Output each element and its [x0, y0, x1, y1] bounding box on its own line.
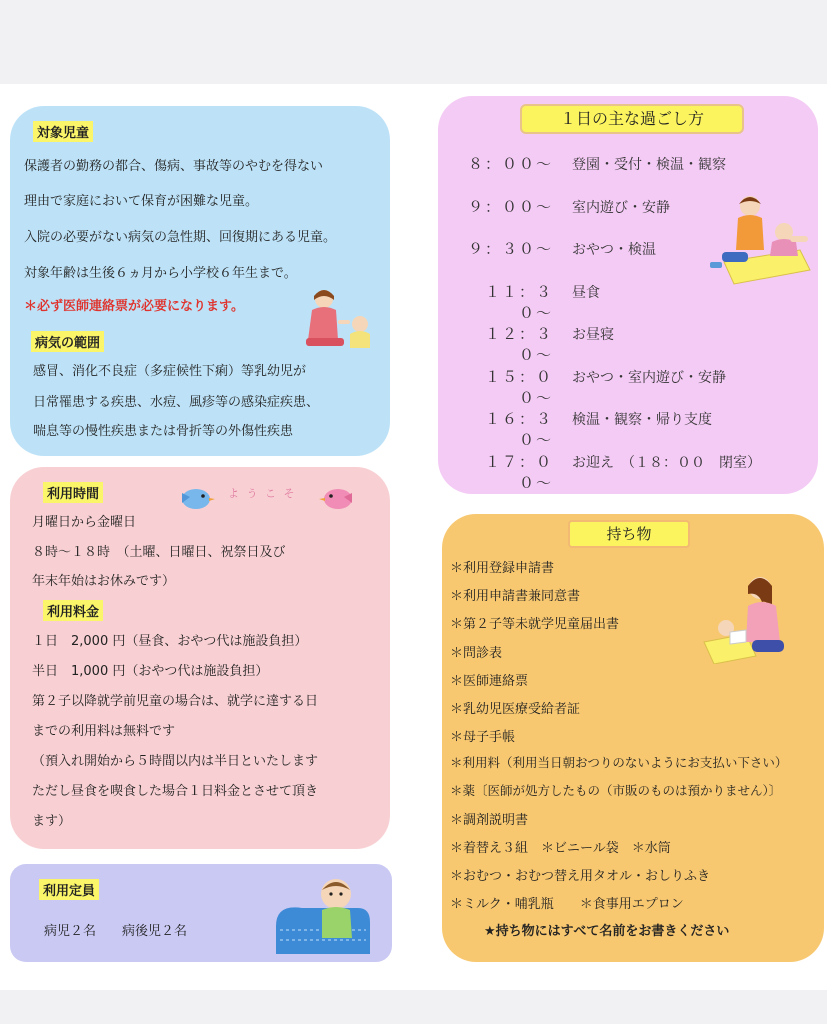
belongings-item: ＊医師連絡票 — [450, 674, 529, 689]
top-margin-band — [0, 0, 827, 84]
pink-bird-icon — [318, 483, 358, 511]
schedule-activity: お昼寝 — [572, 327, 614, 343]
target-line: 対象年齢は生後６ヵ月から小学校６年生まで。 — [24, 266, 297, 281]
schedule-activity: 昼食 — [572, 285, 600, 301]
belongings-item: ＊着替え３組 ＊ビニール袋 ＊水筒 — [450, 841, 671, 856]
schedule-time: １５：００〜 — [484, 368, 553, 407]
caregiver-changing-diaper-illustration — [700, 572, 796, 664]
belongings-item: ＊乳幼児医療受給者証 — [450, 702, 581, 717]
fee-line: １日 2,000 円（昼食、おやつ代は施設負担） — [32, 634, 308, 649]
belongings-item: ＊母子手帳 — [450, 730, 516, 745]
schedule-time: ８：００〜 — [467, 155, 553, 173]
fee-line: 第２子以降就学前児童の場合は、就学に達する日 — [32, 694, 319, 709]
hours-line: 年末年始はお休みです） — [32, 574, 176, 589]
baby-on-cushion-illustration — [272, 874, 370, 954]
target-line: 保護者の勤務の都合、傷病、事故等のやむを得ない — [24, 159, 324, 174]
schedule-activity: お迎え （１８：００ 閉室） — [572, 455, 761, 471]
schedule-time: １２：３０〜 — [484, 325, 553, 364]
fees-heading: 利用料金 — [43, 600, 103, 621]
belongings-title: 持ち物 — [568, 520, 690, 548]
illness-line: 喘息等の慢性疾患または骨折等の外傷性疾患 — [33, 424, 294, 439]
target-line: 理由で家庭において保育が困難な児童。 — [24, 194, 259, 209]
belongings-item: ＊おむつ・おむつ替え用タオル・おしりふき — [450, 869, 711, 884]
schedule-activity: 登園・受付・検温・観察 — [572, 157, 726, 173]
belongings-item: ＊ミルク・哺乳瓶 ＊食事用エプロン — [450, 897, 684, 912]
target-line: 入院の必要がない病気の急性期、回復期にある児童。 — [24, 230, 337, 245]
illness-line: 感冒、消化不良症（多症候性下痢）等乳幼児が — [33, 364, 307, 379]
doctor-note-required: ＊必ず医師連絡票が必要になります。 — [24, 299, 244, 314]
capacity-heading: 利用定員 — [39, 879, 99, 900]
capacity-text: 病児２名 病後児２名 — [44, 924, 188, 939]
belongings-item: ＊調剤説明書 — [450, 813, 529, 828]
schedule-time: ９：００〜 — [467, 198, 553, 216]
schedule-activity: おやつ・検温 — [572, 242, 656, 258]
belongings-item: ＊薬〔医師が処方したもの（市販のものは預かりません）〕 — [450, 783, 782, 798]
schedule-title: １日の主な過ごし方 — [520, 104, 744, 134]
hours-line: ８時〜１８時 （土曜、日曜日、祝祭日及び — [32, 545, 286, 560]
schedule-time: １１：３０〜 — [484, 283, 553, 322]
hours-line: 月曜日から金曜日 — [32, 515, 137, 530]
schedule-time: １７：００〜 — [484, 453, 553, 492]
caregiver-with-baby-illustration — [298, 286, 378, 352]
hours-heading: 利用時間 — [43, 482, 103, 503]
belongings-item: ＊問診表 — [450, 646, 503, 661]
caregiver-with-sleeping-child-illustration — [704, 192, 812, 288]
illness-line: 日常罹患する疾患、水痘、風疹等の感染症疾患、 — [33, 395, 320, 410]
illness-range-heading: 病気の範囲 — [31, 331, 104, 352]
fee-line: （預入れ開始から５時間以内は半日といたします — [32, 754, 319, 769]
schedule-time: ９：３０〜 — [467, 240, 553, 258]
fee-line: ただし昼食を喫食した場合１日料金とさせて頂き — [32, 784, 319, 799]
belongings-item: ＊利用料（利用当日朝おつりのないようにお支払い下さい） — [450, 755, 788, 770]
schedule-time: １６：３０〜 — [484, 410, 553, 449]
fee-line: 半日 1,000 円（おやつ代は施設負担） — [32, 664, 269, 679]
fee-line: ます） — [32, 814, 72, 829]
welcome-decoration: よ う こ そ — [228, 487, 297, 500]
belongings-item: ＊利用登録申請書 — [450, 561, 555, 576]
blue-bird-icon — [176, 483, 216, 511]
schedule-activity: 検温・観察・帰り支度 — [572, 412, 712, 428]
belongings-item: ＊第２子等未就学児童届出書 — [450, 617, 620, 632]
fee-line: までの利用料は無料です — [32, 724, 176, 739]
target-heading: 対象児童 — [33, 121, 93, 142]
schedule-activity: おやつ・室内遊び・安静 — [572, 370, 726, 386]
belongings-name-note: ★持ち物にはすべて名前をお書きください — [484, 924, 730, 939]
schedule-activity: 室内遊び・安静 — [572, 200, 670, 216]
belongings-item: ＊利用申請書兼同意書 — [450, 589, 581, 604]
bottom-margin-band — [0, 990, 827, 1024]
